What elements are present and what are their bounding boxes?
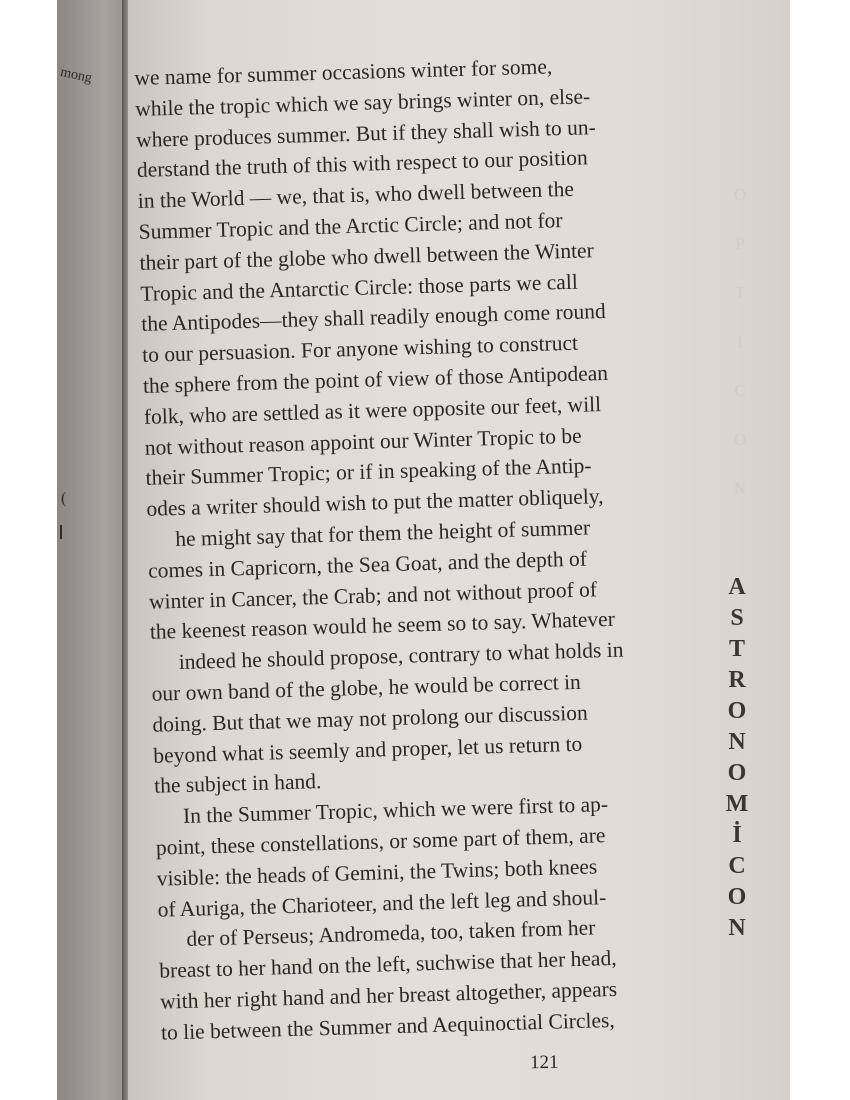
body-line: to our persuasion. For anyone wishing to construct	[141, 330, 579, 368]
body-line: beyond what is seemly and proper, let us return to	[153, 731, 583, 768]
body-line: with her right hand and her breast altogether, appears	[159, 976, 618, 1014]
title-letter: R	[728, 667, 746, 693]
body-line: In the Summer Tropic, which we were first to ap-	[182, 792, 609, 829]
left-page-bar	[60, 525, 62, 539]
ghost-letter: I	[737, 332, 743, 351]
ghost-letter: N	[733, 479, 747, 498]
title-letter: C	[728, 853, 746, 879]
body-text	[134, 47, 741, 1048]
body-line: Summer Tropic and the Arctic Circle; and not for	[138, 208, 563, 244]
body-line: the sphere from the point of view of those Antipodean	[142, 360, 609, 398]
body-line: where produces summer. But if they shall wish to un-	[135, 114, 597, 152]
body-line: while the tropic which we say brings winter on, else-	[134, 84, 591, 121]
body-line: visible: the heads of Gemini, the Twins; both knees	[156, 854, 598, 891]
vertical-book-title	[722, 572, 752, 944]
left-page	[57, 0, 125, 1100]
body-line: the subject in hand.	[153, 769, 322, 799]
body-line: doing. But that we may not prolong our discussion	[152, 700, 588, 737]
page-number: 121	[529, 1051, 559, 1074]
body-line: indeed he should propose, contrary to what holds in	[178, 637, 624, 675]
body-line: their Summer Tropic; or if in speaking of the Antip-	[145, 453, 592, 491]
body-line: comes in Capricorn, the Sea Goat, and the depth of	[147, 546, 588, 583]
body-line: point, these constellations, or some part of them, are	[155, 823, 606, 860]
body-line: derstand the truth of this with respect to our position	[136, 145, 588, 183]
title-letter: O	[727, 884, 747, 910]
title-letter: İ	[732, 822, 742, 848]
body-line: odes a writer should wish to put the matter obliquely,	[146, 484, 604, 521]
ghost-letter: P	[735, 234, 745, 253]
body-line: folk, who are settled as it were opposite our feet, will	[143, 391, 602, 429]
left-page-fragment: mong	[58, 64, 94, 87]
title-letter: O	[727, 698, 747, 724]
ghost-letter: T	[734, 283, 746, 302]
body-line: der of Perseus; Andromeda, too, taken from her	[186, 915, 596, 952]
title-letter: N	[728, 915, 746, 941]
body-line: not without reason appoint our Winter Tropic to be	[144, 423, 582, 460]
left-page-mark: (	[61, 490, 67, 507]
title-letter: S	[730, 605, 744, 631]
ghost-letter: O	[733, 430, 747, 449]
body-line: the keenest reason would he seem so to say. Whatever	[149, 607, 616, 645]
title-letter: T	[728, 636, 745, 662]
title-letter: M	[725, 791, 749, 817]
body-line: he might say that for them the height of summer	[174, 515, 591, 551]
title-letter: A	[728, 574, 746, 600]
body-line: winter in Cancer, the Crab; and not without proof of	[148, 576, 598, 614]
ghost-letter: C	[734, 381, 746, 400]
body-line: to lie between the Summer and Aequinoctial Circles,	[160, 1007, 616, 1045]
body-line: we name for summer occasions winter for some,	[134, 54, 553, 90]
body-line: their part of the globe who dwell between the Winter	[139, 238, 595, 275]
ghost-letter: O	[733, 185, 747, 204]
body-line: breast to her hand on the left, suchwise that her head,	[159, 945, 617, 983]
show-through-text	[728, 170, 752, 513]
body-line: Tropic and the Antarctic Circle: those parts we call	[140, 269, 579, 306]
title-letter: N	[728, 729, 746, 755]
title-letter: O	[727, 760, 747, 786]
body-line: of Auriga, the Charioteer, and the left leg and shoul-	[157, 884, 607, 922]
body-line: in the World — we, that is, who dwell between the	[137, 176, 575, 214]
body-line: our own band of the globe, he would be correct in	[151, 669, 582, 706]
body-line: the Antipodes—they shall readily enough come round	[140, 299, 606, 337]
